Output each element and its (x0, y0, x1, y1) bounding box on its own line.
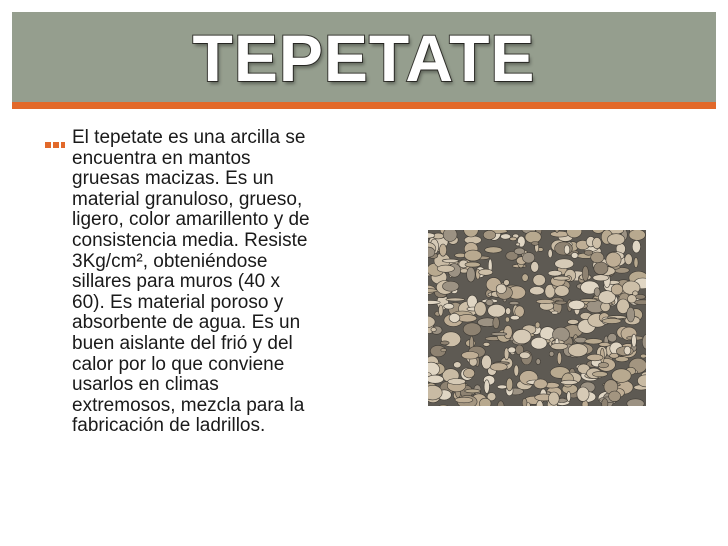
slide-title: TEPETATE (192, 21, 536, 95)
gravel-rocks-photo (428, 230, 646, 406)
title-container (12, 18, 716, 98)
accent-line (12, 102, 716, 109)
wingdings-bullet-icon (44, 139, 66, 151)
bullet-text: El tepetate es una arcilla se encuentra en mantos gruesas macizas. Es un material granuloso, grueso, ligero, color amarillento y de consistencia media. Resiste 3Kg/cm², obteniéndose sillares para muros (40 x 60). Es material poroso y absorbente de agua. Es un buen aislante del frió y del calor por lo que conviene usarlos en climas extremosos, mezcla para la fabricación de ladrillos. (72, 127, 310, 437)
